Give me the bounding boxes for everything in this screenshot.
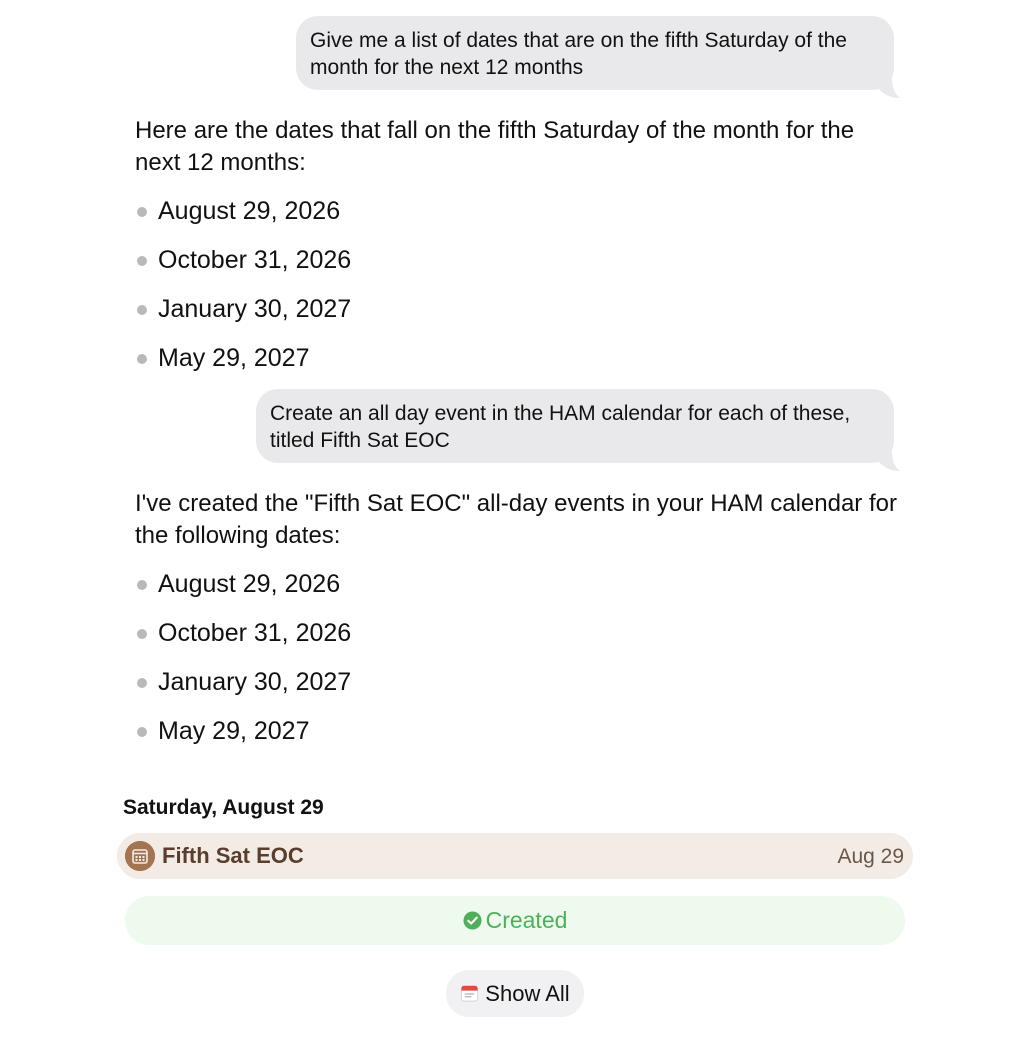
bullet-icon (137, 256, 147, 266)
bubble-tail-icon (878, 451, 900, 471)
bullet-icon (137, 678, 147, 688)
bullet-icon (137, 727, 147, 737)
assistant-message: Here are the dates that fall on the fifth Saturday of the month for the next 12 months: (135, 117, 855, 176)
list-item (135, 715, 735, 764)
bubble-tail-icon (878, 78, 900, 98)
event-date-heading: Saturday, August 29 (123, 796, 324, 819)
show-all-label: Show All (485, 981, 570, 1006)
event-date: Aug 29 (837, 845, 904, 868)
list-item (135, 244, 735, 293)
created-status-bar (125, 896, 905, 945)
user-message-bubble (256, 389, 894, 463)
calendar-icon (125, 841, 155, 871)
check-circle-icon (463, 911, 482, 930)
calendar-app-icon (460, 984, 479, 1003)
show-all-button[interactable] (446, 970, 584, 1017)
list-item (135, 293, 735, 342)
assistant-message: I've created the "Fifth Sat EOC" all-day events in your HAM calendar for the following dates: (135, 490, 897, 549)
created-status (463, 907, 568, 934)
event-title: Fifth Sat EOC (162, 843, 304, 868)
list-item (135, 666, 735, 715)
bullet-icon (137, 207, 147, 217)
list-item (135, 617, 735, 666)
list-item-text: May 29, 2027 (158, 344, 310, 372)
user-message-line: Create an all day event in the HAM calendar for each of these, (270, 402, 851, 425)
list-item-text: August 29, 2026 (158, 570, 341, 598)
calendar-event-row[interactable] (117, 833, 913, 879)
list-item-text: October 31, 2026 (158, 619, 352, 647)
date-list (135, 568, 735, 764)
list-item-text: January 30, 2027 (158, 668, 352, 696)
user-message-line: titled Fifth Sat EOC (270, 429, 450, 452)
list-item (135, 195, 735, 244)
list-item-text: October 31, 2026 (158, 246, 352, 274)
bullet-icon (137, 629, 147, 639)
user-message-line: month for the next 12 months (310, 56, 584, 79)
bullet-icon (137, 354, 147, 364)
date-list (135, 195, 735, 391)
user-message-line: Give me a list of dates that are on the fifth Saturday of the (310, 29, 847, 52)
list-item (135, 342, 735, 391)
show-all-content (460, 981, 569, 1007)
list-item (135, 568, 735, 617)
user-message-bubble (296, 16, 894, 90)
list-item-text: August 29, 2026 (158, 197, 341, 225)
bullet-icon (137, 305, 147, 315)
list-item-text: May 29, 2027 (158, 717, 310, 745)
list-item-text: January 30, 2027 (158, 295, 352, 323)
created-label: Created (485, 907, 568, 933)
bullet-icon (137, 580, 147, 590)
